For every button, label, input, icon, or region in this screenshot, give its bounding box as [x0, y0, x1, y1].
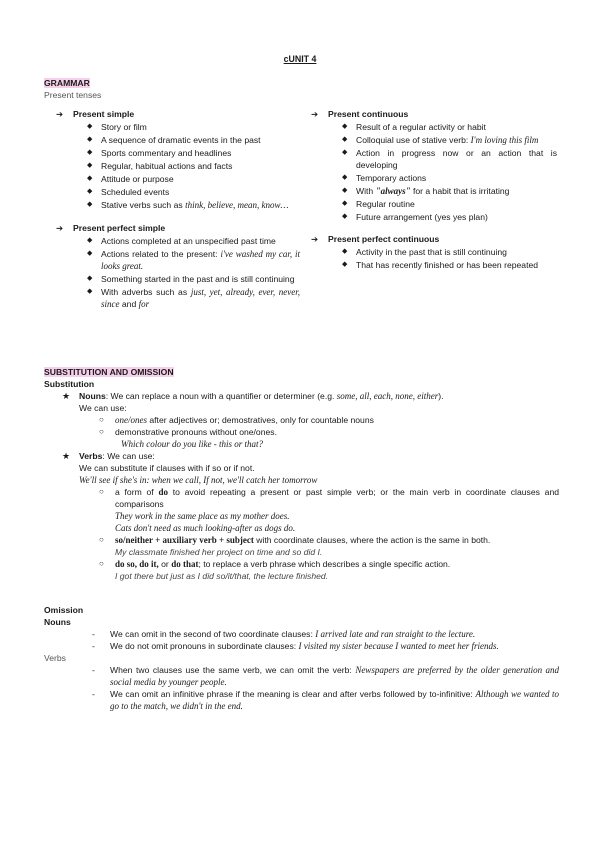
star-icon: ★ — [62, 451, 71, 461]
item-example: I arrived late and ran straight to the lecture. — [315, 629, 476, 639]
item-text: Actions completed at an unspecified past time — [101, 236, 276, 246]
item-text: That has recently finished or has been repeated — [356, 260, 539, 270]
nouns-label: Nouns — [79, 391, 106, 401]
list-item — [342, 121, 557, 133]
nouns-text: : We can replace a noun with a quantifier or determiner (e.g. — [105, 391, 337, 401]
example-line: They work in the same place as my mother does. — [115, 511, 290, 521]
arrow-icon: ➔ — [56, 223, 64, 233]
list-item — [342, 134, 557, 146]
list-item — [87, 199, 300, 211]
list-item — [342, 198, 557, 210]
item-example: I'm loving this film — [470, 135, 539, 145]
item-text: Result of a regular activity or habit — [356, 122, 486, 132]
item-text: Sports commentary and headlines — [101, 148, 232, 158]
nouns-text-end: ). — [438, 391, 444, 401]
item-text: and — [119, 299, 139, 309]
page-title: cUNIT 4 — [283, 54, 317, 64]
omission-verbs-heading: Verbs — [44, 653, 66, 663]
diamond-bullet-icon: ◆ — [87, 250, 93, 257]
item-text: Scheduled events — [101, 187, 170, 197]
list-item — [44, 628, 559, 640]
list-item — [87, 173, 300, 185]
omission-heading: Omission — [44, 605, 84, 615]
item-text: Action in progress now or an action that is developing — [356, 148, 557, 170]
item-text: We can omit in the second of two coordinate clauses: — [110, 629, 316, 639]
item-text: ; to replace a verb phrase which describes a single specific action. — [198, 559, 451, 569]
diamond-bullet-icon: ◆ — [87, 175, 93, 182]
diamond-bullet-icon: ◆ — [87, 201, 93, 208]
item-text: to avoid repeating a present or past simple verb; or the main verb in coordinate clauses and comparisons — [115, 487, 559, 509]
dash-icon: - — [92, 689, 95, 699]
item-text: When two clauses use the same verb, we can omit the verb: — [110, 665, 356, 675]
item-example: just, yet, already, ever, never, since — [101, 287, 300, 309]
list-item — [44, 664, 559, 688]
item-example: Newspapers are preferred by the older generation and social media by younger people. — [110, 665, 559, 687]
item-text: Future arrangement (yes yes plan) — [356, 212, 488, 222]
tense-group-present-perfect-simple — [56, 222, 300, 310]
item-text: Story or film — [101, 122, 147, 132]
grammar-section-header — [44, 77, 101, 101]
list-item — [87, 121, 300, 133]
list-item — [87, 248, 300, 272]
diamond-bullet-icon: ◆ — [87, 188, 93, 195]
item-text: Colloquial use of stative verb: — [356, 135, 471, 145]
diamond-bullet-icon: ◆ — [342, 174, 348, 181]
item-text: Regular, habitual actions and facts — [101, 161, 233, 171]
item-text: or — [158, 559, 172, 569]
diamond-bullet-icon: ◆ — [342, 136, 348, 143]
item-text: Something started in the past and is still continuing — [101, 274, 295, 284]
tense-group-present-perfect-continuous — [311, 233, 557, 271]
diamond-bullet-icon: ◆ — [342, 248, 348, 255]
list-item — [87, 186, 300, 198]
item-text: Stative verbs such as — [101, 200, 186, 210]
verbs-text: : We can use: — [102, 451, 155, 461]
grammar-subheading: Present tenses — [44, 90, 102, 100]
item-example: i've washed my car, it looks great. — [101, 249, 300, 271]
list-item — [342, 172, 557, 184]
list-item — [44, 688, 559, 712]
list-item — [87, 160, 300, 172]
diamond-bullet-icon: ◆ — [342, 149, 348, 156]
list-item — [44, 414, 559, 426]
diamond-bullet-icon: ◆ — [342, 187, 348, 194]
item-text: Actions related to the present: — [101, 249, 221, 259]
substitution-section — [44, 366, 559, 582]
nouns-example: Which colour do you like - this or that? — [121, 439, 263, 449]
tense-heading: Present perfect continuous — [328, 234, 440, 244]
tense-heading: Present continuous — [328, 109, 409, 119]
tense-heading: Present perfect simple — [73, 223, 166, 233]
item-text: A sequence of dramatic events in the past — [101, 135, 261, 145]
item-text: We do not omit pronouns in subordinate clauses: — [110, 641, 299, 651]
circle-bullet-icon: ○ — [99, 487, 104, 496]
list-item — [44, 558, 559, 570]
item-example: one/ones — [115, 415, 147, 425]
diamond-bullet-icon: ◆ — [342, 200, 348, 207]
diamond-bullet-icon: ◆ — [87, 275, 93, 282]
list-item — [87, 286, 300, 310]
item-example: Although we wanted to go to the match, we didn't in the end. — [110, 689, 559, 711]
diamond-bullet-icon: ◆ — [87, 288, 93, 295]
star-icon: ★ — [62, 391, 71, 401]
arrow-icon: ➔ — [311, 234, 319, 244]
dash-icon: - — [92, 629, 95, 639]
list-item — [342, 147, 557, 171]
item-bold: do that — [171, 559, 199, 569]
diamond-bullet-icon: ◆ — [342, 261, 348, 268]
nouns-can-use: We can use: — [79, 403, 127, 413]
item-text: for a habit that is irritating — [410, 186, 510, 196]
item-example: for — [138, 299, 150, 309]
item-text: Activity in the past that is still continuing — [356, 247, 507, 257]
item-example: I visited my sister because I wanted to meet her friends. — [298, 641, 499, 651]
grammar-right-column — [311, 108, 557, 272]
list-item — [44, 486, 559, 510]
verbs-example1: We'll see if she's in: when we call, If not, we'll catch her tomorrow — [79, 475, 318, 485]
dash-icon: - — [92, 641, 95, 651]
diamond-bullet-icon: ◆ — [87, 162, 93, 169]
item-text: With adverbs such as — [101, 287, 191, 297]
list-item — [87, 235, 300, 247]
list-item — [342, 211, 557, 223]
item-text: With — [356, 186, 376, 196]
item-text: a form of — [115, 487, 159, 497]
list-item — [87, 147, 300, 159]
diamond-bullet-icon: ◆ — [87, 123, 93, 130]
item-bold: do so, do it, — [115, 559, 159, 569]
arrow-icon: ➔ — [311, 109, 319, 119]
example-line: Cats don't need as much looking-after as dogs do. — [115, 523, 296, 533]
substitution-heading: SUBSTITUTION AND OMISSION — [44, 367, 174, 377]
list-item — [342, 185, 557, 197]
item-text: Attitude or purpose — [101, 174, 174, 184]
nouns-examples: some, all, each, none, either — [336, 391, 439, 401]
item-example: "always" — [375, 186, 411, 196]
verbs-label: Verbs — [79, 451, 103, 461]
item-text: after adjectives or; demostratives, only for countable nouns — [147, 415, 374, 425]
grammar-heading: GRAMMAR — [44, 78, 90, 88]
item-bold: so/neither + auxiliary verb + subject — [115, 535, 254, 545]
nouns-item — [44, 390, 559, 402]
diamond-bullet-icon: ◆ — [342, 123, 348, 130]
list-item — [44, 426, 559, 438]
item-bold: do — [158, 487, 168, 497]
arrow-icon: ➔ — [56, 109, 64, 119]
circle-bullet-icon: ○ — [99, 415, 104, 424]
example-line: I got there but just as I did so/it/that, the lecture finished. — [115, 571, 329, 581]
list-item — [87, 273, 300, 285]
item-text: demonstrative pronouns without one/ones. — [115, 427, 277, 437]
item-text: with coordinate clauses, where the action is the same in both. — [253, 535, 491, 545]
list-item — [342, 246, 557, 258]
omission-nouns-heading: Nouns — [44, 617, 71, 627]
list-item — [342, 259, 557, 271]
substitution-subheading: Substitution — [44, 379, 95, 389]
tense-group-present-simple — [56, 108, 300, 211]
circle-bullet-icon: ○ — [99, 559, 104, 568]
list-item — [87, 134, 300, 146]
diamond-bullet-icon: ◆ — [87, 149, 93, 156]
example-line: My classmate finished her project on time and so did I. — [115, 547, 323, 557]
list-item — [44, 534, 559, 546]
list-item — [44, 640, 559, 652]
diamond-bullet-icon: ◆ — [342, 213, 348, 220]
tense-heading: Present simple — [73, 109, 135, 119]
dash-icon: - — [92, 665, 95, 675]
item-example: think, believe, mean, know… — [185, 200, 289, 210]
diamond-bullet-icon: ◆ — [87, 237, 93, 244]
diamond-bullet-icon: ◆ — [87, 136, 93, 143]
item-text: We can omit an infinitive phrase if the meaning is clear and after verbs followed by to-infinitive: — [110, 689, 476, 699]
verbs-item — [44, 450, 559, 462]
omission-section — [44, 604, 559, 712]
verbs-line1: We can substitute if clauses with if so or if not. — [79, 463, 255, 473]
circle-bullet-icon: ○ — [99, 427, 104, 436]
tense-group-present-continuous — [311, 108, 557, 223]
circle-bullet-icon: ○ — [99, 535, 104, 544]
item-text: Regular routine — [356, 199, 415, 209]
grammar-left-column — [56, 108, 300, 311]
item-text: Temporary actions — [356, 173, 427, 183]
